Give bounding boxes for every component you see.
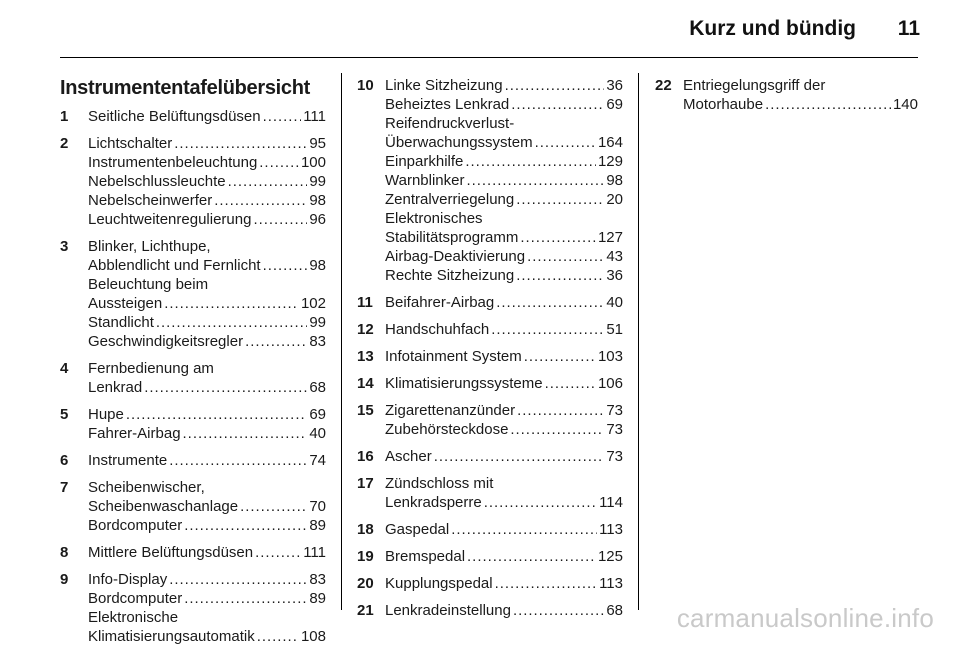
entry-text: Elektronisches <box>385 210 483 227</box>
entry-line <box>385 447 623 466</box>
index-entry <box>357 76 623 285</box>
entry-line <box>385 133 623 152</box>
dot-leader <box>126 405 307 424</box>
entry-text: Klimatisierungssysteme <box>385 375 543 392</box>
entry-number: 2 <box>60 135 69 152</box>
dot-leader <box>511 95 604 114</box>
entry-line <box>385 374 623 393</box>
page-reference: 164 <box>597 134 623 151</box>
entry-text: Lenkrad <box>88 379 143 396</box>
entry-line <box>88 478 326 497</box>
dot-leader <box>496 293 604 312</box>
entry-line <box>385 209 623 228</box>
entry-line <box>88 378 326 397</box>
entry-line <box>385 114 623 133</box>
dot-leader <box>259 153 299 172</box>
page-reference: 103 <box>597 348 623 365</box>
entry-body <box>683 76 918 114</box>
entry-line <box>385 171 623 190</box>
entry-line <box>88 134 326 153</box>
entry-body <box>385 374 623 393</box>
entry-text: Blinker, Lichthupe, <box>88 238 211 255</box>
entry-line <box>88 313 326 332</box>
entry-text: Entriegelungsgriff der <box>683 77 826 94</box>
entry-text: Bremspedal <box>385 548 466 565</box>
entry-number: 21 <box>357 602 374 619</box>
entry-text: Leuchtweitenregulierung <box>88 211 252 228</box>
entry-line <box>88 543 326 562</box>
entry-text: Aussteigen <box>88 295 163 312</box>
dot-leader <box>510 420 604 439</box>
index-entry <box>60 405 326 443</box>
entry-text: Ascher <box>385 448 432 465</box>
entry-text: Klimatisierungsautomatik <box>88 628 255 645</box>
entry-body <box>385 601 623 620</box>
dot-leader <box>156 313 307 332</box>
index-entry <box>357 574 623 593</box>
entry-text: Bordcomputer <box>88 590 183 607</box>
entry-body <box>385 347 623 366</box>
page-reference: 83 <box>309 333 326 350</box>
page-reference: 89 <box>309 590 326 607</box>
entry-line <box>88 424 326 443</box>
entry-text: Scheibenwischer, <box>88 479 205 496</box>
entry-text: Zubehörsteckdose <box>385 421 509 438</box>
entry-body <box>88 478 326 535</box>
entry-text: Stabilitätsprogramm <box>385 229 519 246</box>
index-entry <box>357 601 623 620</box>
dot-leader <box>451 520 597 539</box>
dot-leader <box>184 516 307 535</box>
entry-list <box>60 107 326 646</box>
entry-body <box>385 401 623 439</box>
entry-text: Einparkhilfe <box>385 153 464 170</box>
dot-leader <box>495 574 597 593</box>
entry-text: Seitliche Belüftungsdüsen <box>88 108 261 125</box>
header-title: Kurz und bündig <box>689 17 856 40</box>
page-reference: 106 <box>597 375 623 392</box>
entry-number: 11 <box>357 294 373 311</box>
entry-number: 19 <box>357 548 374 565</box>
page-reference: 140 <box>892 96 918 113</box>
dot-leader <box>263 256 308 275</box>
entry-line <box>385 266 623 285</box>
index-entry <box>60 570 326 646</box>
dot-leader <box>263 107 302 126</box>
entry-line <box>385 547 623 566</box>
entry-body <box>88 543 326 562</box>
dot-leader <box>257 627 299 646</box>
entry-text: Nebelscheinwerfer <box>88 192 213 209</box>
entry-body <box>88 134 326 229</box>
entry-text: Info-Display <box>88 571 168 588</box>
dot-leader <box>245 332 307 351</box>
index-entry <box>357 547 623 566</box>
page-reference: 40 <box>606 294 623 311</box>
index-entry <box>357 347 623 366</box>
index-entry <box>357 374 623 393</box>
page-number: 11 <box>897 17 920 40</box>
dot-leader <box>174 134 307 153</box>
dot-leader <box>513 601 604 620</box>
entry-line <box>385 420 623 439</box>
index-entry <box>357 447 623 466</box>
entry-text: Reifendruckverlust- <box>385 115 515 132</box>
column-2 <box>357 76 623 628</box>
index-entry <box>357 320 623 339</box>
index-entry <box>60 107 326 126</box>
entry-body <box>88 405 326 443</box>
entry-body <box>385 447 623 466</box>
entry-text: Fernbedienung am <box>88 360 214 377</box>
page-reference: 127 <box>597 229 623 246</box>
dot-leader <box>465 152 596 171</box>
entry-number: 20 <box>357 575 374 592</box>
entry-text: Nebelschlussleuchte <box>88 173 226 190</box>
entry-line <box>88 608 326 627</box>
entry-body <box>88 237 326 351</box>
watermark: carmanualsonline.info <box>676 603 934 633</box>
page-reference: 98 <box>606 172 623 189</box>
dot-leader <box>527 247 604 266</box>
entry-line <box>385 152 623 171</box>
entry-line <box>88 191 326 210</box>
dot-leader <box>240 497 307 516</box>
entry-list <box>357 76 623 620</box>
entry-line <box>683 76 918 95</box>
dot-leader <box>214 191 307 210</box>
entry-text: Scheibenwaschanlage <box>88 498 239 515</box>
dot-leader <box>183 424 308 443</box>
entry-line <box>385 347 623 366</box>
entry-line <box>88 153 326 172</box>
column-divider <box>638 73 639 610</box>
entry-line <box>88 516 326 535</box>
index-entry <box>60 451 326 470</box>
entry-number: 14 <box>357 375 374 392</box>
page-reference: 111 <box>303 544 326 561</box>
entry-body <box>385 520 623 539</box>
entry-line <box>88 294 326 313</box>
entry-line <box>385 401 623 420</box>
entry-line <box>385 247 623 266</box>
entry-line <box>385 293 623 312</box>
entry-line <box>88 172 326 191</box>
dot-leader <box>517 401 604 420</box>
page-reference: 129 <box>597 153 623 170</box>
page-reference: 40 <box>309 425 326 442</box>
column-1 <box>60 76 326 654</box>
dot-leader <box>144 378 307 397</box>
entry-line <box>88 451 326 470</box>
index-entry <box>357 401 623 439</box>
entry-number: 22 <box>655 77 672 94</box>
page-reference: 114 <box>599 494 623 511</box>
dot-leader <box>466 171 604 190</box>
page-reference: 83 <box>309 571 326 588</box>
entry-text: Zigarettenanzünder <box>385 402 516 419</box>
page-reference: 113 <box>599 575 623 592</box>
entry-body <box>385 474 623 512</box>
entry-text: Beheiztes Lenkrad <box>385 96 510 113</box>
entry-line <box>88 405 326 424</box>
entry-line <box>88 359 326 378</box>
page-reference: 69 <box>606 96 623 113</box>
entry-line <box>385 601 623 620</box>
entry-text: Lenkradeinstellung <box>385 602 511 619</box>
page-reference: 125 <box>597 548 623 565</box>
entry-line <box>385 76 623 95</box>
page-reference: 99 <box>309 314 326 331</box>
entry-number: 4 <box>60 360 69 377</box>
entry-text: Überwachungssystem <box>385 134 533 151</box>
entry-text: Airbag-Deaktivierung <box>385 248 526 265</box>
entry-number: 13 <box>357 348 374 365</box>
entry-text: Zentralverriegelung <box>385 191 515 208</box>
entry-number: 6 <box>60 452 69 469</box>
page-reference: 99 <box>309 173 326 190</box>
page-reference: 95 <box>309 135 326 152</box>
index-entry <box>60 237 326 351</box>
page-reference: 74 <box>309 452 326 469</box>
dot-leader <box>491 320 604 339</box>
index-entry <box>357 293 623 312</box>
entry-number: 7 <box>60 479 69 496</box>
entry-text: Infotainment System <box>385 348 522 365</box>
entry-text: Rechte Sitzheizung <box>385 267 515 284</box>
entry-number: 9 <box>60 571 69 588</box>
entry-line <box>385 95 623 114</box>
page-reference: 69 <box>309 406 326 423</box>
dot-leader <box>516 190 604 209</box>
entry-text: Instrumente <box>88 452 168 469</box>
entry-body <box>385 320 623 339</box>
page-reference: 73 <box>606 402 623 419</box>
entry-body <box>88 451 326 470</box>
entry-text: Beleuchtung beim <box>88 276 209 293</box>
page-reference: 108 <box>300 628 326 645</box>
entry-body <box>385 293 623 312</box>
dot-leader <box>184 589 307 608</box>
entry-line <box>88 210 326 229</box>
page-reference: 98 <box>309 192 326 209</box>
entry-line <box>385 228 623 247</box>
entry-number: 18 <box>357 521 374 538</box>
entry-line <box>385 320 623 339</box>
dot-leader <box>545 374 596 393</box>
entry-text: Lenkradsperre <box>385 494 482 511</box>
entry-text: Gaspedal <box>385 521 450 538</box>
page-reference: 89 <box>309 517 326 534</box>
entry-number: 16 <box>357 448 374 465</box>
dot-leader <box>253 210 307 229</box>
entry-line <box>88 332 326 351</box>
dot-leader <box>169 451 307 470</box>
page-reference: 73 <box>606 421 623 438</box>
entry-body <box>385 76 623 285</box>
entry-line <box>385 493 623 512</box>
dot-leader <box>228 172 308 191</box>
entry-text: Elektronische <box>88 609 179 626</box>
entry-line <box>385 520 623 539</box>
index-entry <box>357 520 623 539</box>
entry-text: Beifahrer-Airbag <box>385 294 495 311</box>
entry-number: 17 <box>357 475 374 492</box>
page-reference: 73 <box>606 448 623 465</box>
entry-text: Mittlere Belüftungsdüsen <box>88 544 254 561</box>
entry-text: Abblendlicht und Fernlicht <box>88 257 261 274</box>
dot-leader <box>169 570 307 589</box>
index-entry <box>60 359 326 397</box>
entry-line <box>88 256 326 275</box>
entry-text: Kupplungspedal <box>385 575 493 592</box>
entry-text: Geschwindigkeitsregler <box>88 333 244 350</box>
column-divider <box>341 73 342 610</box>
dot-leader <box>484 493 597 512</box>
page-reference: 36 <box>606 77 623 94</box>
page-reference: 111 <box>303 108 326 125</box>
entry-line <box>88 497 326 516</box>
page-reference: 96 <box>309 211 326 228</box>
page-reference: 102 <box>300 295 326 312</box>
dot-leader <box>505 76 605 95</box>
index-entry <box>60 543 326 562</box>
page-reference: 70 <box>309 498 326 515</box>
page-reference: 51 <box>606 321 623 338</box>
dot-leader <box>434 447 605 466</box>
index-entry <box>60 134 326 229</box>
entry-text: Linke Sitzheizung <box>385 77 503 94</box>
entry-text: Fahrer-Airbag <box>88 425 181 442</box>
page-reference: 113 <box>599 521 623 538</box>
page-reference: 68 <box>309 379 326 396</box>
entry-text: Motorhaube <box>683 96 764 113</box>
header-divider <box>60 57 918 58</box>
entry-number: 3 <box>60 238 69 255</box>
index-entry <box>357 474 623 512</box>
entry-text: Bordcomputer <box>88 517 183 534</box>
entry-text: Lichtschalter <box>88 135 173 152</box>
entry-body <box>88 107 326 126</box>
entry-line <box>88 275 326 294</box>
page-reference: 98 <box>309 257 326 274</box>
entry-line <box>88 237 326 256</box>
index-entry <box>60 478 326 535</box>
entry-number: 10 <box>357 77 374 94</box>
entry-body <box>88 359 326 397</box>
entry-line <box>88 627 326 646</box>
dot-leader <box>516 266 604 285</box>
entry-line <box>385 190 623 209</box>
entry-number: 15 <box>357 402 374 419</box>
entry-body <box>385 574 623 593</box>
dot-leader <box>524 347 596 366</box>
column-3 <box>655 76 918 122</box>
dot-leader <box>255 543 301 562</box>
entry-line <box>385 574 623 593</box>
entry-number: 1 <box>60 108 69 125</box>
entry-line <box>88 589 326 608</box>
page-reference: 43 <box>606 248 623 265</box>
section-title: Instrumententafelübersicht <box>60 77 311 99</box>
entry-line <box>385 474 623 493</box>
entry-number: 12 <box>357 321 374 338</box>
entry-text: Hupe <box>88 406 124 423</box>
dot-leader <box>520 228 596 247</box>
entry-number: 8 <box>60 544 69 561</box>
dot-leader <box>164 294 299 313</box>
entry-line <box>88 570 326 589</box>
entry-text: Warnblinker <box>385 172 465 189</box>
dot-leader <box>467 547 596 566</box>
dot-leader <box>535 133 596 152</box>
entry-body <box>88 570 326 646</box>
index-entry <box>655 76 918 114</box>
page-reference: 68 <box>606 602 623 619</box>
page-reference: 20 <box>606 191 623 208</box>
dot-leader <box>765 95 891 114</box>
entry-text: Zündschloss mit <box>385 475 494 492</box>
entry-number: 5 <box>60 406 69 423</box>
entry-line <box>683 95 918 114</box>
page-reference: 100 <box>300 154 326 171</box>
entry-text: Handschuhfach <box>385 321 490 338</box>
entry-line <box>88 107 326 126</box>
entry-text: Standlicht <box>88 314 154 331</box>
entry-body <box>385 547 623 566</box>
entry-list <box>655 76 918 114</box>
entry-text: Instrumentenbeleuchtung <box>88 154 258 171</box>
page-reference: 36 <box>606 267 623 284</box>
